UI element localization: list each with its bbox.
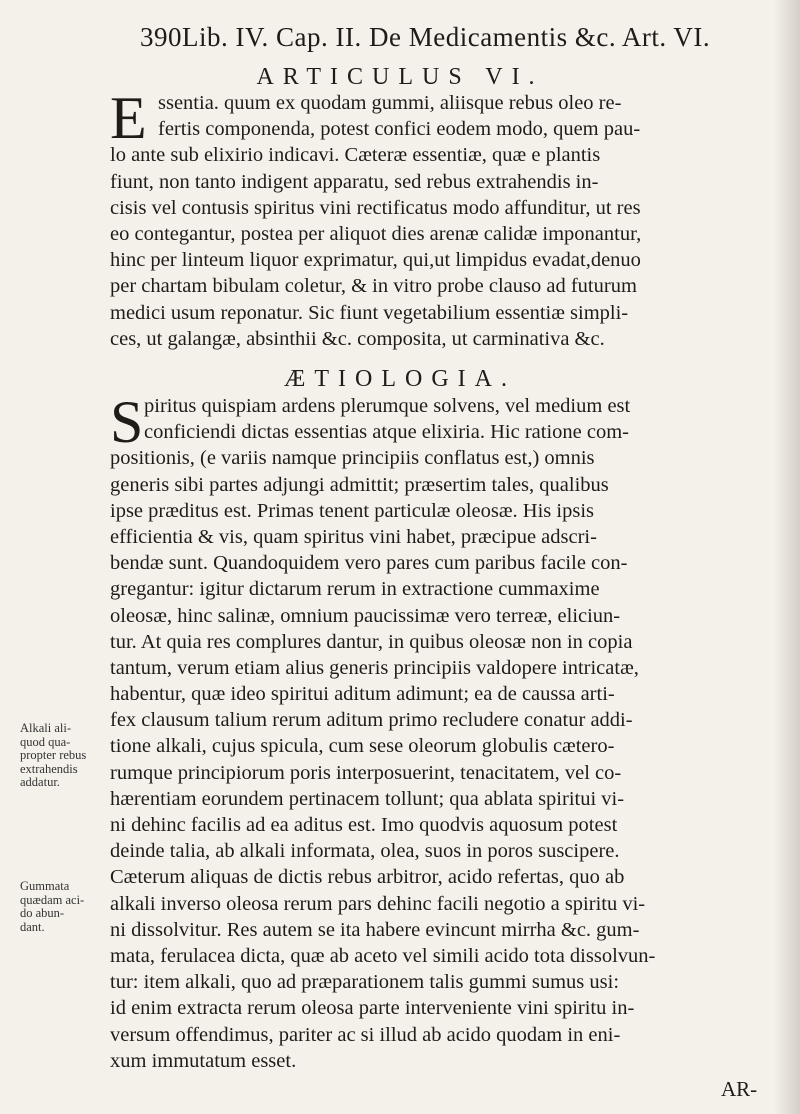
aetiologia-body [110,389,780,1074]
text-line: tantum, verum etiam alius generis principiis valdopere intricatæ, [110,656,639,679]
text-line: ni dissolvitur. Res autem se ita habere evincunt mirrha &c. gum- [110,918,640,941]
text-line: hinc per linteum liquor exprimatur, qui,ut limpidus evadat,denuo [110,249,641,272]
text-line: per chartam bibulam coletur, & in vitro probe clauso ad futurum [110,275,637,298]
text-line: ni dehinc facilis ad ea aditus est. Imo quodvis aquosum potest [110,814,618,836]
text-line: conficiendi dictas essentias atque elixiria. Hic ratione com- [144,421,629,444]
text-line: ssentia. quum ex quodam gummi, aliisque rebus oleo re- [158,92,622,114]
text-line: bendæ sunt. Quandoquidem vero pares cum paribus facile con- [110,552,628,575]
text-line: hærentiam eorundem pertinacem tollunt; qua ablata spiritui vi- [110,787,625,810]
text-line: medici usum reponatur. Sic fiunt vegetabilium essentiæ simpli- [110,301,629,324]
text-line: id enim extracta rerum oleosa parte interveniente vini spiritu in- [110,997,635,1020]
text-line: deinde talia, ab alkali informata, olea, suos in poros suscipere. [110,840,620,863]
text-line: tione alkali, cujus spicula, cum sese oleorum globulis cætero- [110,735,615,758]
margin-note-line: do abun- [20,906,65,920]
margin-note-line: quædam aci- [20,892,85,907]
article-drop-cap: E [110,85,147,151]
text-line: lo ante sub elixirio indicavi. Cæteræ essentiæ, quæ e plantis [110,144,601,167]
running-header [140,22,780,53]
page-edge-shadow [774,0,800,1114]
text-line: xum immutatum esset. [110,1049,297,1072]
text-line: alkali inverso oleosa rerum pars dehinc facili negotio a spiritu vi- [110,892,646,915]
text-line: ipse præditus est. Primas tenent particulæ oleosæ. His ipsis [110,499,595,522]
margin-note-gummata [20,880,116,934]
text-line: fex clausum talium rerum aditum primo recludere conatur addi- [110,709,633,732]
text-line: cisis vel contusis spiritus vini rectificatus modo affunditur, ut res [110,196,641,219]
text-line: rumque principiorum poris interposuerint, tenacitatem, vel co- [110,761,622,784]
text-line: generis sibi partes adjungi admittit; præsertim tales, qualibus [110,473,609,496]
margin-note-line: propter rebus [20,748,87,762]
text-line: habentur, quæ ideo spiritui aditum adimunt; ea de caussa arti- [110,683,615,706]
text-line: fiunt, non tanto indigent apparatu, sed rebus extrahendis in- [110,170,599,193]
margin-note-line: quod qua- [20,734,71,749]
aetiologia-drop-cap: S [110,389,144,455]
article-body [110,85,780,352]
margin-note-alkali [20,722,116,790]
running-title: Lib. IV. Cap. II. De Medicamentis &c. Art. VI. [182,22,711,52]
margin-note-line: extrahendis [20,761,78,776]
text-line: oleosæ, hinc salinæ, omnium paucissimæ vero terreæ, eliciun- [110,604,621,627]
text-line: piritus quispiam ardens plerumque solvens, vel medium est [144,395,631,417]
article-title: ARTICULUS VI. [256,64,544,90]
margin-note-line: Gummata [20,879,70,893]
text-line: fertis componenda, potest confici eodem modo, quem pau- [158,118,641,141]
text-line: eo contegantur, postea per aliquot dies arenæ calidæ imponantur, [110,222,642,245]
margin-note-line: addatur. [20,775,60,789]
text-line: tur. At quia res complures dantur, in quibus oleosæ non in copia [110,630,633,653]
aetiologia-title: ÆTIOLOGIA. [284,366,516,392]
text-line: Cæterum aliquas de dictis rebus arbitror, acido refertas, quo ab [110,866,625,889]
text-line: versum offendimus, pariter ac si illud ab acido quodam in eni- [110,1023,621,1046]
text-line: tur: item alkali, quo ad præparationem talis gummi sumus usi: [110,971,620,994]
margin-note-line: dant. [20,919,45,934]
margin-note-line: Alkali ali- [20,721,72,735]
text-line: gregantur: igitur dictarum rerum in extractione cummaxime [110,578,600,601]
catchword: AR- [721,1077,758,1101]
text-line: positionis, (e variis namque principiis conflatus est,) omnis [110,447,595,470]
page-number: 390 [140,22,182,52]
text-line: mata, ferulacea dicta, quæ ab aceto vel simili acido tota dissolvun- [110,944,656,967]
text-line: efficientia & vis, quam spiritus vini habet, præcipue adscri- [110,525,597,548]
text-line: ces, ut galangæ, absinthii &c. composita, ut carminativa &c. [110,327,605,350]
